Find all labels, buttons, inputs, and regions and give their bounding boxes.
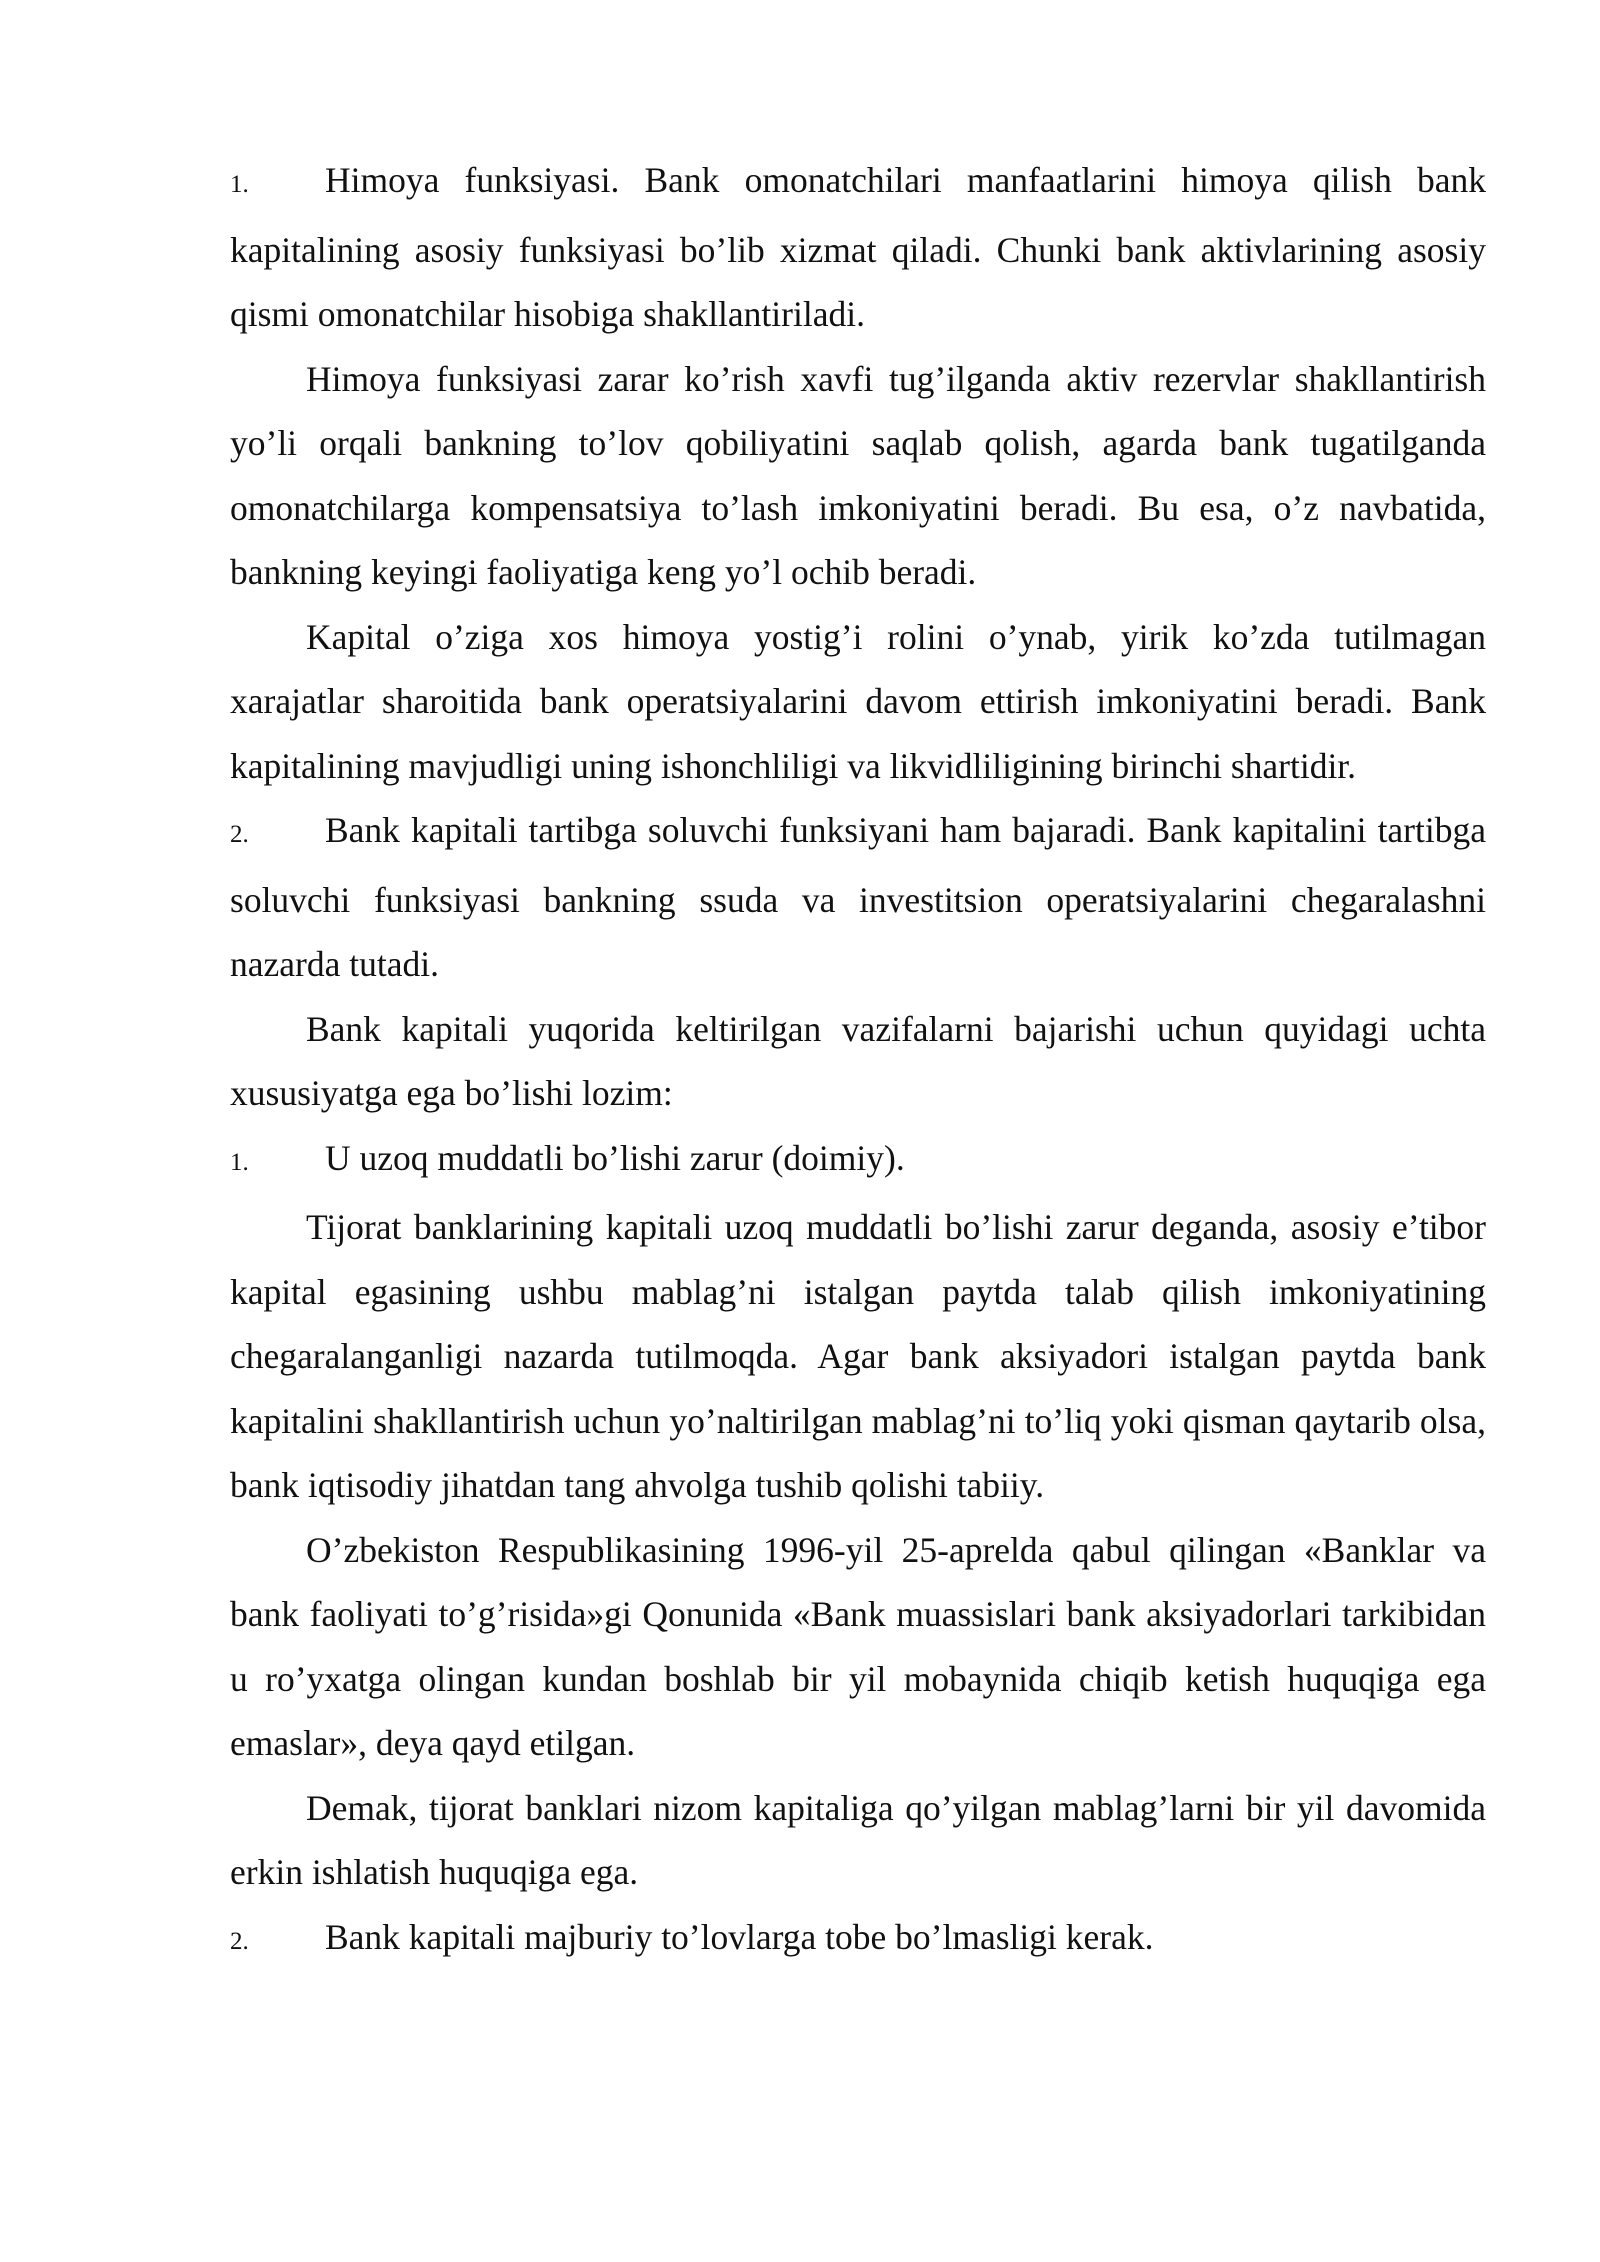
numbered-item-no-mandatory-payments [230,1905,1486,1975]
item-number: 2. [230,1927,249,1955]
item-number: 1. [230,1148,249,1176]
item-text: Bank kapitali majburiy to’lovlarga tobe bo’lmasligi kerak. [325,1916,1154,1957]
numbered-item-long-term [230,1126,1486,1196]
item-text: Bank kapitali tartibga soluvchi funksiyani ham bajaradi. Bank kapitalini tartibga soluvchi funksiyasi bankning ssuda va investitsion operatsiyalarini chegaralashni nazarda tutadi. [230,810,1486,984]
paragraph: Demak, tijorat banklari nizom kapitaliga qo’yilgan mablag’larni bir yil davomida erkin ishlatish huquqiga ega. [230,1787,1486,1892]
paragraph: Himoya funksiyasi zarar ko’rish xavfi tug’ilganda aktiv rezervlar shakllantirish yo’li orqali bankning to’lov qobiliyatini saqlab qolish, agarda bank tugatilganda omonatchilarga kompensatsiya to’lash imkoniyatini beradi. Bu esa, o’z navbatida, bankning keyingi faoliyatiga keng yo’l ochib beradi. [230,358,1486,592]
numbered-item-regulatory-function [230,798,1486,997]
item-number: 1. [230,171,249,198]
paragraph: Tijorat banklarining kapitali uzoq muddatli bo’lishi zarur deganda, asosiy e’tibor kapital egasining ushbu mablag’ni istalgan paytda talab qilish imkoniyatining chegaralanganligi nazarda tutilmoqda. Agar bank aksiyadori istalgan paytda bank kapitalini shakllantirish uchun yo’naltirilgan mablag’ni to’liq yoki qisman qaytarib olsa, bank iqtisodiy jihatdan tang ahvolga tushib qolishi tabiiy. [230,1207,1486,1505]
numbered-item-protective-function [230,148,1486,347]
document-body [230,148,1486,1974]
item-text: Himoya funksiyasi. Bank omonatchilari manfaatlarini himoya qilish bank kapitalining asosiy funksiyasi bo’lib xizmat qiladi. Chunki bank aktivlarining asosiy qismi omonatchilar hisobiga shakllantiriladi. [230,160,1486,334]
item-text: U uzoq muddatli bo’lishi zarur (doimiy). [325,1137,905,1178]
paragraph: Bank kapitali yuqorida keltirilgan vazifalarni bajarishi uchun quyidagi uchta xususiyatga ega bo’lishi lozim: [230,1008,1486,1113]
paragraph: Kapital o’ziga xos himoya yostig’i rolini o’ynab, yirik ko’zda tutilmagan xarajatlar sharoitida bank operatsiyalarini davom ettirish imkoniyatini beradi. Bank kapitalining mavjudligi uning ishonchliligi va likvidliligining birinchi shartidir. [230,616,1486,786]
paragraph: O’zbekiston Respublikasining 1996-yil 25-aprelda qabul qilingan «Banklar va bank faoliyati to’g’risida»gi Qonunida «Bank muassislari bank aksiyadorlari tarkibidan u ro’yxatga olingan kundan boshlab bir yil mobaynida chiqib ketish huquqiga ega emaslar», deya qayd etilgan. [230,1529,1486,1763]
item-number: 2. [230,821,249,848]
